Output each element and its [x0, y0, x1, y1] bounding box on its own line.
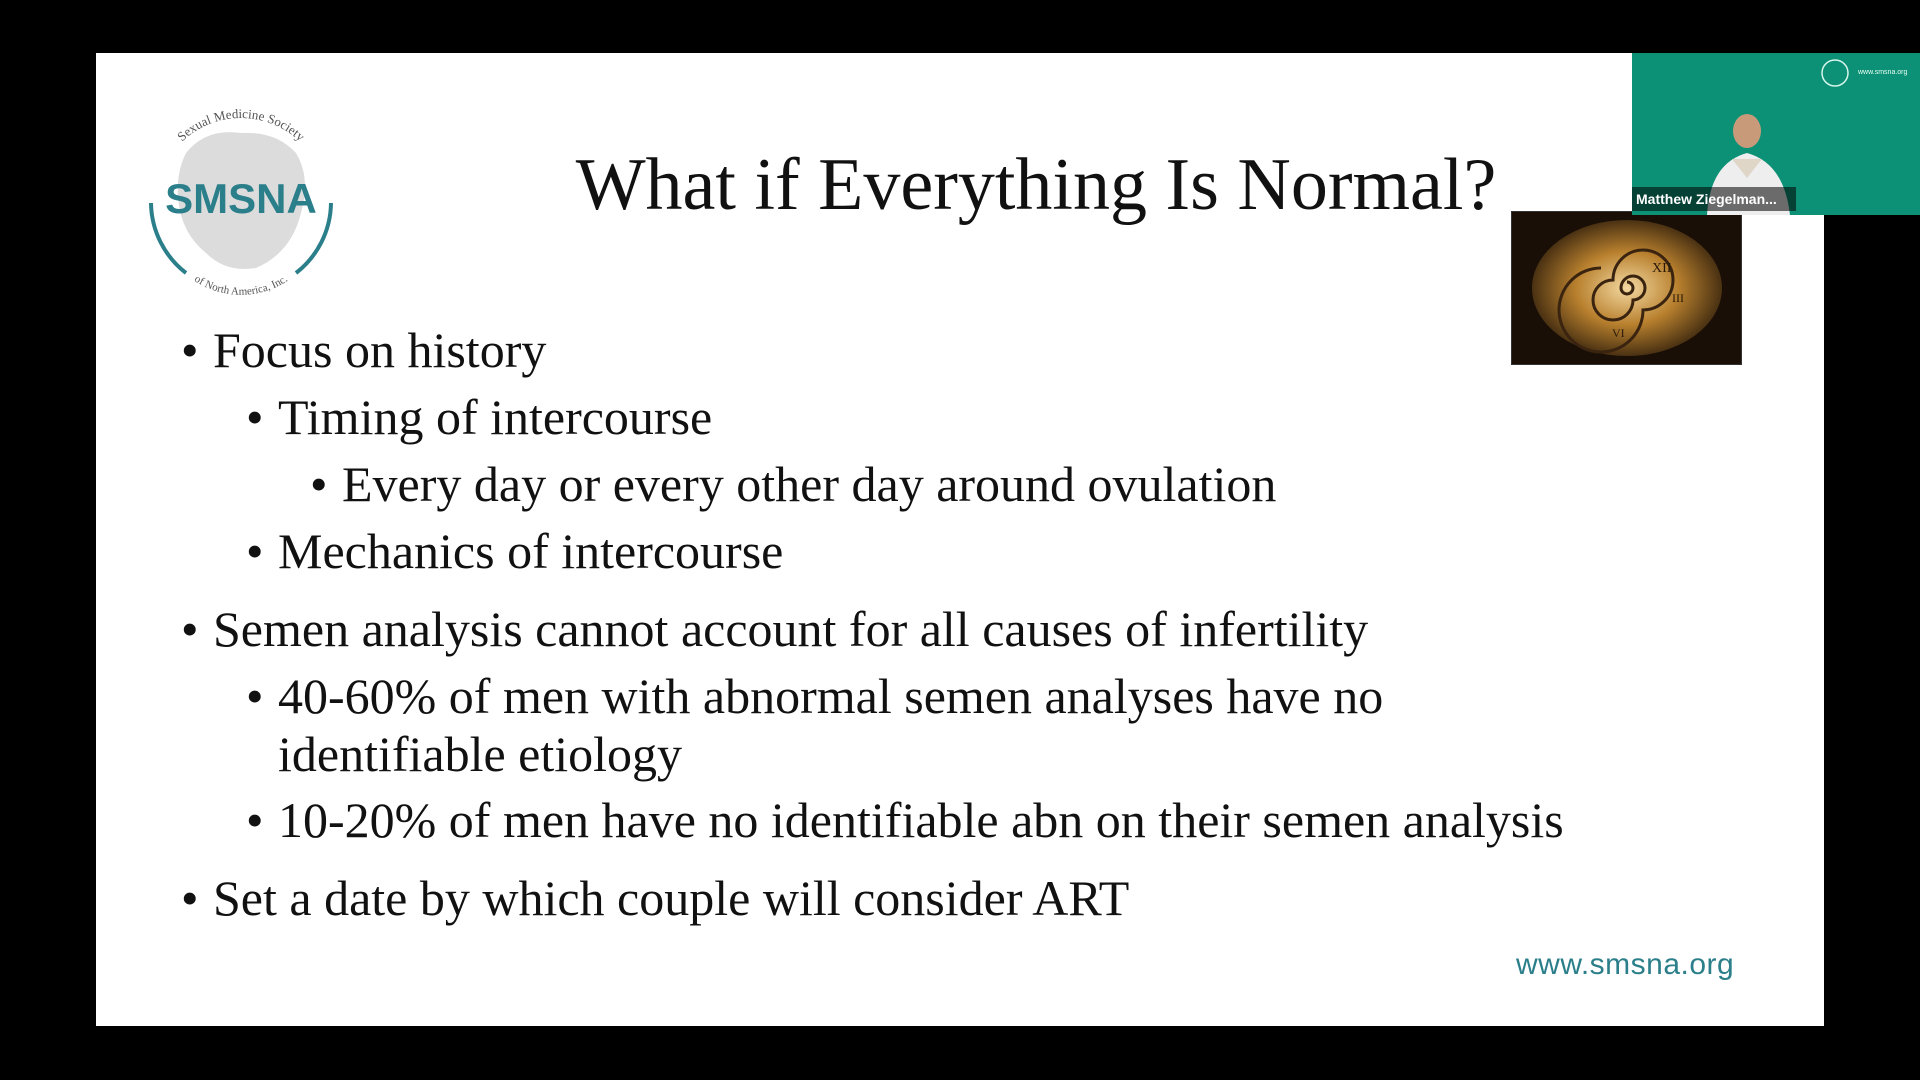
svg-text:XII: XII [1652, 261, 1672, 276]
participant-name-label: Matthew Ziegelman... [1632, 187, 1796, 211]
bullet-list [96, 53, 1824, 1026]
slide-url: www.smsna.org [1516, 948, 1735, 981]
webcam-thumbnail[interactable] [1632, 53, 1920, 215]
bullet-item: • Every day or every other day around ovulation [310, 456, 1277, 512]
bullet-item: • Semen analysis cannot account for all causes of infertility [181, 601, 1369, 657]
svg-text:VI: VI [1612, 326, 1625, 340]
svg-text:III: III [1672, 291, 1684, 305]
logo-bottom-arc-text: of North America, Inc. [192, 272, 290, 298]
slide-title: What if Everything Is Normal? [575, 144, 1497, 226]
presentation-slide [96, 53, 1908, 1026]
bullet-item-continuation: identifiable etiology [278, 726, 683, 782]
webcam-banner-url: www.smsna.org [1858, 69, 1908, 76]
bullet-item: • Timing of intercourse [246, 389, 713, 445]
bullet-item: • Mechanics of intercourse [246, 523, 784, 579]
bullet-item: • 40-60% of men with abnormal semen analyses have no [246, 668, 1384, 724]
logo-top-arc-text: Sexual Medicine Society [174, 105, 308, 144]
bullet-item: • Focus on history [181, 322, 547, 378]
logo-name: SMSNA [165, 175, 317, 222]
bullet-item: • 10-20% of men have no identifiable abn on their semen analysis [246, 792, 1564, 848]
bullet-item: • Set a date by which couple will consider ART [181, 870, 1130, 926]
